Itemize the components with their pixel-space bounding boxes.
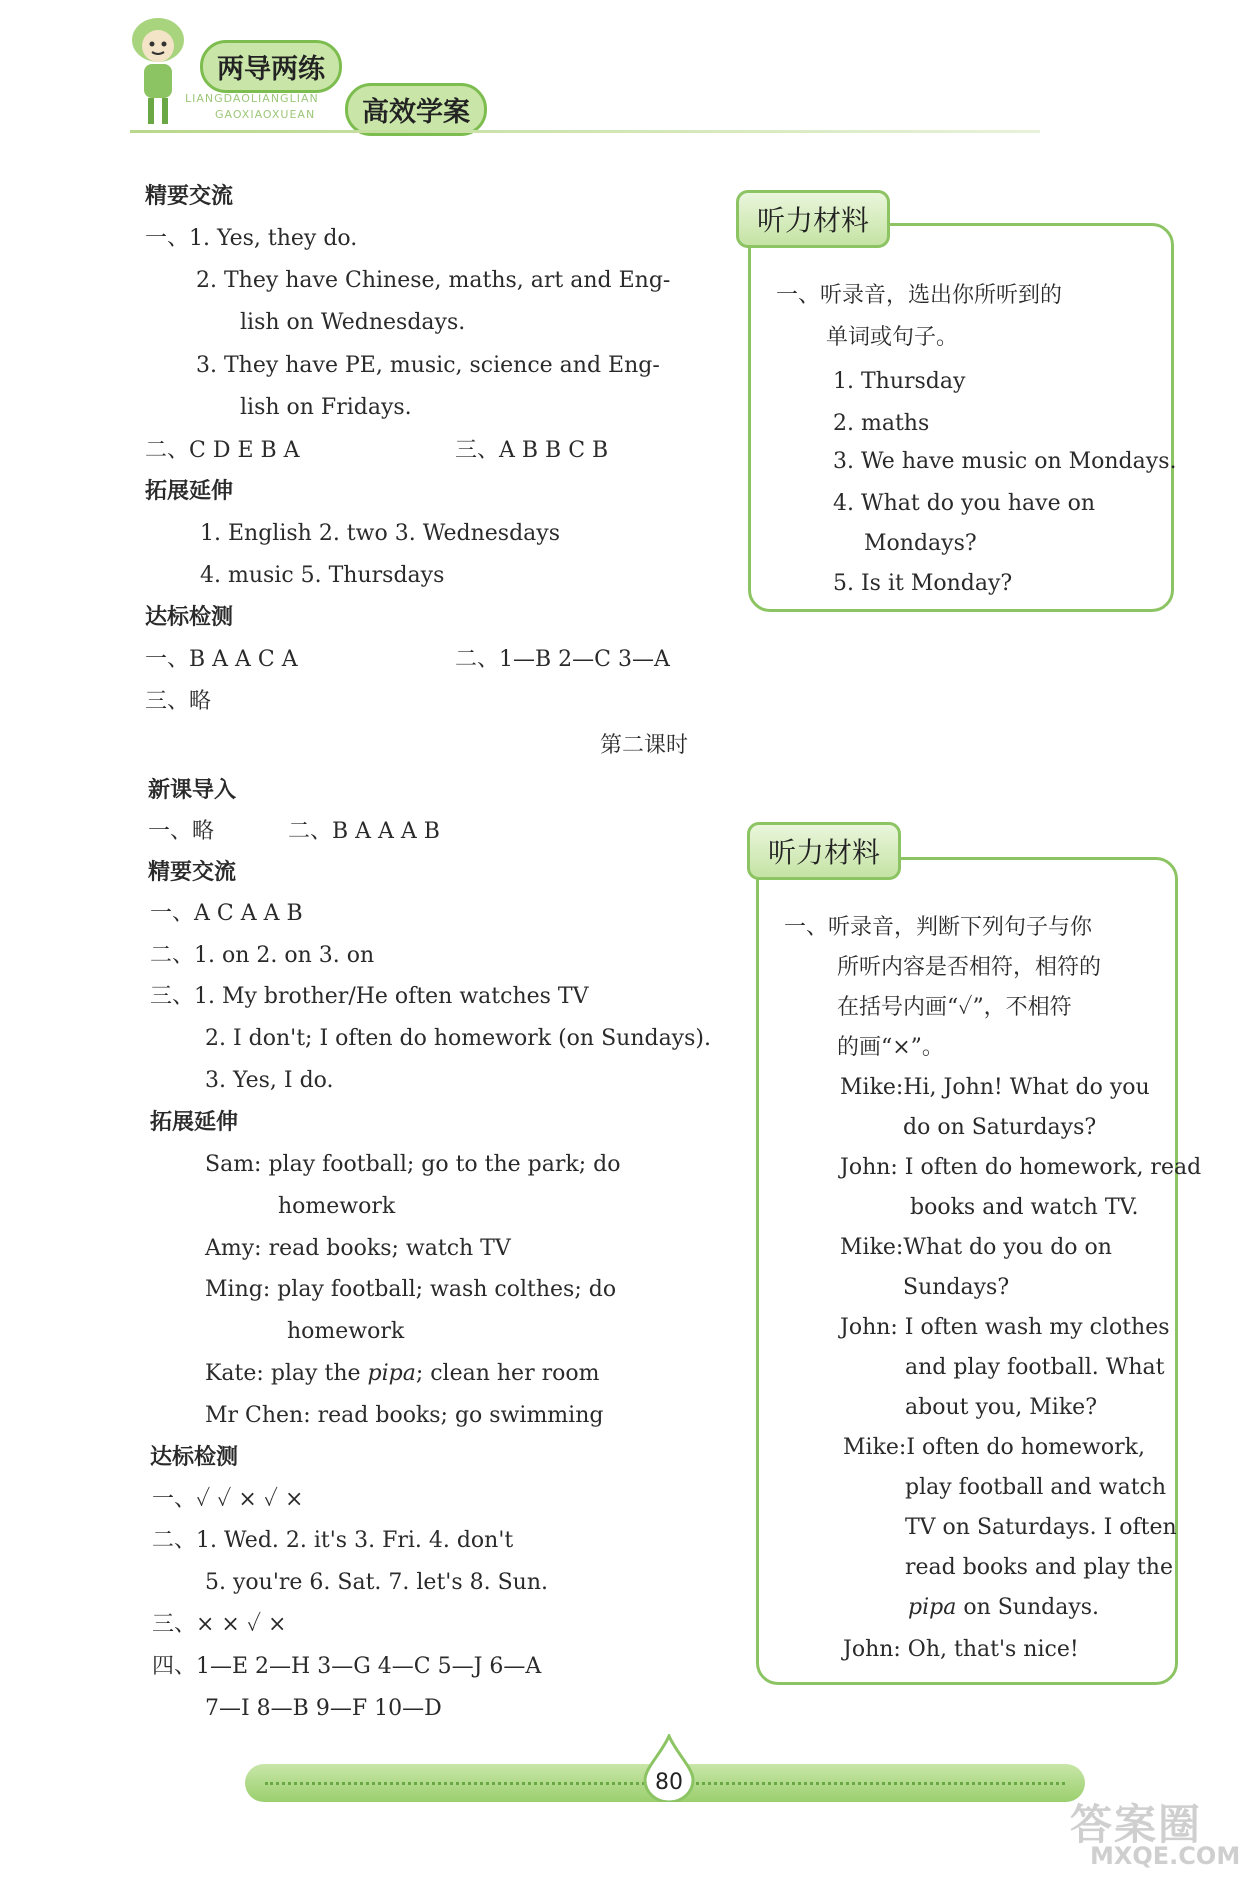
box-line: do on Saturdays? xyxy=(903,1115,1097,1140)
box-line: and play football. What xyxy=(905,1355,1165,1380)
answer-line: 二、C D E B A xyxy=(145,438,300,463)
answer-line: 二、B A A A B xyxy=(288,819,440,844)
section-heading: 拓展延伸 xyxy=(145,479,234,504)
section-heading: 精要交流 xyxy=(145,184,234,209)
section-heading: 达标检测 xyxy=(150,1445,239,1470)
answer-text: ; clean her room xyxy=(415,1361,600,1386)
answer-line: 5. you're 6. Sat. 7. let's 8. Sun. xyxy=(205,1570,548,1595)
box-line: books and watch TV. xyxy=(910,1195,1139,1220)
mascot-icon xyxy=(118,10,198,130)
box-line: 1. Thursday xyxy=(833,369,966,394)
section-heading: 拓展延伸 xyxy=(150,1110,239,1135)
header-pinyin-1: LIANGDAOLIANGLIAN xyxy=(185,92,319,105)
box-line: play football and watch xyxy=(905,1475,1167,1500)
answer-line: 一、✓ ✓ × ✓ × xyxy=(152,1487,304,1512)
answer-line: 一、略 xyxy=(148,819,215,844)
box-line: John: I often do homework, read xyxy=(840,1155,1202,1180)
header-divider xyxy=(130,130,1040,133)
box-line: 在括号内画“✓”，不相符 xyxy=(837,995,1072,1020)
box-line: Mike:What do you do on xyxy=(840,1235,1112,1260)
answer-line: 1. English 2. two 3. Wednesdays xyxy=(200,521,561,546)
box-text-italic: pipa xyxy=(908,1595,957,1620)
header-pinyin-2: GAOXIAOXUEAN xyxy=(215,108,316,121)
answer-line: 四、1—E 2—H 3—G 4—C 5—J 6—A xyxy=(152,1654,542,1679)
answer-line: Mr Chen: read books; go swimming xyxy=(205,1403,604,1428)
box-line: 一、听录音，选出你所听到的 xyxy=(776,283,1063,308)
answer-line: 2. I don't; I often do homework (on Sundays). xyxy=(205,1026,711,1051)
section-heading: 达标检测 xyxy=(145,605,234,630)
header-title-badge: 两导两练 xyxy=(200,40,342,93)
answer-line: 一、B A A C A xyxy=(145,647,298,672)
box-line: 的画“×”。 xyxy=(837,1035,944,1060)
listening-material-tab: 听力材料 xyxy=(736,190,890,248)
watermark-url: MXQE.COM xyxy=(1090,1842,1241,1870)
section-heading: 新课导入 xyxy=(148,778,237,803)
header-subtitle-badge: 高效学案 xyxy=(345,83,487,136)
answer-line: Ming: play football; wash colthes; do xyxy=(205,1277,617,1302)
box-line xyxy=(908,1594,1099,1622)
box-text: on Sundays. xyxy=(956,1595,1100,1620)
answer-line: lish on Wednesdays. xyxy=(240,310,466,335)
answer-line: 三、A B B C B xyxy=(455,438,609,463)
box-line: 单词或句子。 xyxy=(826,325,959,350)
lesson-title: 第二课时 xyxy=(600,733,689,758)
page-number: 80 xyxy=(655,1770,683,1795)
box-line: Mondays? xyxy=(864,531,977,556)
box-line: Mike:I often do homework, xyxy=(843,1435,1145,1460)
answer-line xyxy=(205,1360,599,1388)
box-line: 4. What do you have on xyxy=(833,491,1096,516)
answer-line: 3. Yes, I do. xyxy=(205,1068,334,1093)
box-line: read books and play the xyxy=(905,1555,1173,1580)
answer-text-italic: pipa xyxy=(367,1361,416,1386)
box-line: John: Oh, that's nice! xyxy=(843,1637,1079,1662)
box-line: TV on Saturdays. I often xyxy=(905,1515,1177,1540)
answer-line: 二、1. Wed. 2. it's 3. Fri. 4. don't xyxy=(152,1528,514,1553)
box-line: 3. We have music on Mondays. xyxy=(833,449,1177,474)
box-line: Sundays? xyxy=(903,1275,1010,1300)
answer-line: 7—I 8—B 9—F 10—D xyxy=(205,1696,442,1721)
answer-line: 三、× × ✓ × xyxy=(152,1612,287,1637)
answer-line: Amy: read books; watch TV xyxy=(205,1236,511,1261)
answer-text: Kate: play the xyxy=(205,1361,368,1386)
answer-line: 一、A C A A B xyxy=(150,901,303,926)
box-line: about you, Mike? xyxy=(905,1395,1097,1420)
answer-line: homework xyxy=(278,1194,396,1219)
answer-line: 三、略 xyxy=(145,689,212,714)
box-line: 所听内容是否相符，相符的 xyxy=(837,955,1102,980)
listening-material-tab: 听力材料 xyxy=(747,822,901,880)
section-heading: 精要交流 xyxy=(148,860,237,885)
watermark: 答案圈 xyxy=(1070,1800,1203,1849)
answer-line: 一、1. Yes, they do. xyxy=(145,226,358,251)
answer-line: 二、1—B 2—C 3—A xyxy=(455,647,670,672)
answer-line: 2. They have Chinese, maths, art and Eng- xyxy=(196,268,671,293)
box-line: 5. Is it Monday? xyxy=(833,571,1013,596)
answer-line: Sam: play football; go to the park; do xyxy=(205,1152,621,1177)
answer-line: 3. They have PE, music, science and Eng- xyxy=(196,353,660,378)
answer-line: 三、1. My brother/He often watches TV xyxy=(150,984,589,1009)
box-line: 一、听录音，判断下列句子与你 xyxy=(784,915,1093,940)
box-line: Mike:Hi, John! What do you xyxy=(840,1075,1150,1100)
box-line: John: I often wash my clothes xyxy=(840,1315,1170,1340)
box-line: 2. maths xyxy=(833,411,930,436)
answer-line: lish on Fridays. xyxy=(240,395,412,420)
answer-line: 4. music 5. Thursdays xyxy=(200,563,445,588)
answer-line: 二、1. on 2. on 3. on xyxy=(150,943,375,968)
answer-line: homework xyxy=(287,1319,405,1344)
